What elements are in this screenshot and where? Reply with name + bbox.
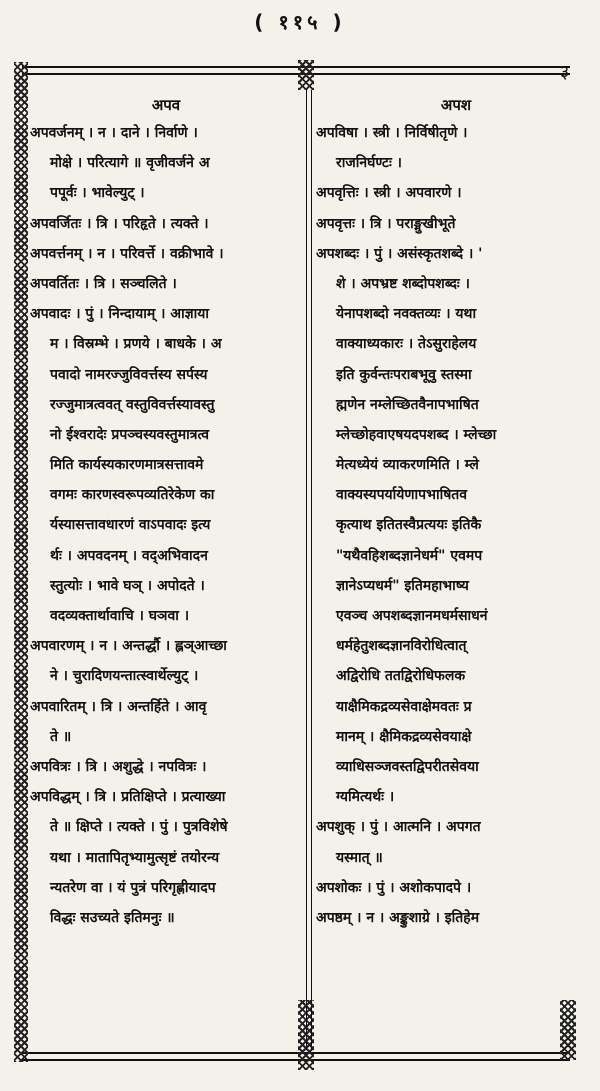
entry-headword-line: अपवर्तितः । त्रि । सञ्चलिते । (30, 275, 177, 292)
entry-continuation-line: न्यतरेण वा । यं पुत्रं परिगृह्णीयादप (50, 879, 216, 896)
entry-headword-line: अपशुक् । पुं । आत्मनि । अपगत (316, 819, 481, 836)
entry-headword-line: अपवारितम् । त्रि । अन्तर्हिते । आवृ (30, 698, 207, 715)
entry-continuation-line: र्यस्यासत्तावधारणं वाऽपवादः इत्य (50, 517, 211, 534)
entry-continuation-line: एवञ्च अपशब्दज्ञानमधर्मसाधनं (336, 608, 488, 624)
entry-headword-line: अपवित्रः । त्रि । अशुद्धे । नपवित्रः । (30, 758, 207, 775)
entry-continuation-line: म । विस्रम्भे । प्रणये । बाधके । अ (50, 336, 222, 353)
entry-headword-line: अपशोकः । पुं । अशोकपादपे । (316, 879, 472, 896)
right-ornament-bottom (560, 1000, 576, 1060)
left-ornament-border (14, 62, 28, 1062)
entry-continuation-line: मोक्षे । परित्यागे ॥ वृजीवर्जने अ (50, 155, 210, 172)
entry-continuation-line: अद्विरोधि ततद्विरोधिफलक (336, 668, 466, 685)
entry-continuation-line: ते ॥ क्षिप्ते । त्यक्ते । पुं । पुत्रविशेषे (50, 819, 228, 836)
entry-continuation-line: पपूर्वः । भावेल्युट् । (50, 185, 145, 202)
column-divider (306, 90, 312, 1050)
entry-headword-line: अपविद्धम् । त्रि । प्रतिक्षिप्ते । प्रत्याख्या (30, 789, 226, 806)
right-margin-mark: ३ (560, 62, 570, 83)
entry-headword-line: अपवर्जनम् । न । दाने । निर्वाणे । (30, 125, 198, 141)
entry-continuation-line: येनापशब्दो नवक्तव्यः । यथा (336, 306, 477, 323)
entry-continuation-line: म्लेच्छोहवाएषयदपशब्द । म्लेच्छा (336, 426, 497, 443)
entry-continuation-line: वाक्यस्यपर्यायेणापभाषितव (336, 487, 468, 504)
left-column (30, 92, 302, 933)
center-ornament-top (298, 60, 314, 90)
left-column-header: अपव (151, 96, 181, 114)
entry-continuation-line: ह्मणेन नम्लेच्छितवैनापभाषित (336, 396, 479, 413)
entry-continuation-line: स्तुत्योः । भावे घञ् । अपोदते । (50, 577, 205, 594)
entry-headword-line: अपवारणम् । न । अन्तर्द्धौ । ह्लञ्आच्छा (30, 638, 227, 655)
entry-headword-line: अपवर्त्तनम् । न । परिवर्त्ते । वक्रीभावे । (30, 245, 224, 262)
entry-continuation-line: ते ॥ (50, 728, 72, 745)
entry-continuation-line: नो ईश्वरादेः प्रपञ्चस्यवस्तुमात्रत्व (50, 426, 209, 443)
entry-continuation-line: रज्जुमात्रत्ववत् वस्तुविवर्त्तस्यावस्तु (50, 396, 215, 413)
entry-continuation-line: इति कुर्वन्तःपराबभूवु स्तस्मा (336, 366, 472, 383)
entry-continuation-line: वाक्याध्यकारः । तेऽसुराहेलय (336, 336, 477, 353)
right-column-header: अपश (440, 96, 472, 114)
entry-headword-line: अपवृत्तः । त्रि । पराङ्मुखीभूते (316, 215, 456, 232)
entry-continuation-line: कृत्याथ इतितस्वैप्रत्ययः इतिकै (336, 517, 482, 534)
entry-continuation-line: यथा । मातापितृभ्यामुत्सृष्टं तयोरन्य (50, 849, 220, 866)
entry-headword-line: अपवृत्तिः । स्त्री । अपवारणे । (316, 185, 462, 202)
entry-continuation-line: शे । अपभ्रष्ट शब्दोपशब्दः । (336, 275, 470, 292)
entry-continuation-line: राजनिर्घण्टः । (336, 155, 402, 172)
entry-continuation-line: याक्षैमिकद्रव्यसेवाक्षेमवतः प्र (336, 698, 472, 715)
top-border-rule (22, 66, 570, 75)
page-number: ( ११५ ) (254, 10, 346, 34)
entry-continuation-line: ग्यमित्यर्थः । (336, 789, 395, 806)
bottom-border-rule (22, 1052, 570, 1061)
entry-headword-line: अपवर्जितः । त्रि । परिहृते । त्यक्ते । (30, 215, 209, 232)
entry-continuation-line: वदव्यक्तार्थावाचि । घञवा । (50, 608, 190, 624)
entry-continuation-line: र्थः । अपवदनम् । वद्अभिवादन (50, 547, 208, 564)
entry-headword-line: अपवादः । पुं । निन्दायाम् । आज्ञाया (30, 306, 209, 323)
right-column (316, 92, 596, 933)
entry-continuation-line: वगमः कारणस्वरूपव्यतिरेकेण का (50, 487, 215, 504)
right-column-entries (316, 118, 596, 933)
entry-continuation-line: विद्धः सउच्यते इतिमनुः ॥ (50, 909, 175, 926)
entry-headword-line: अपविषा । स्त्री । निर्विषीतृणे । (316, 125, 468, 141)
entry-continuation-line: मानम् । क्षैमिकद्रव्यसेवयाक्षे (336, 728, 472, 745)
left-column-entries (30, 118, 302, 933)
entry-continuation-line: ज्ञानेऽप्यधर्म" इतिमहाभाष्य (336, 577, 469, 594)
entry-continuation-line: "यथैवहिशब्दज्ञानेधर्म" एवमप (336, 547, 483, 564)
entry-continuation-line: ने । चुरादिणयन्तात्स्वार्थेल्युट् । (50, 668, 199, 685)
entry-continuation-line: यस्मात् ॥ (336, 849, 383, 866)
entry-continuation-line: पवादो नामरज्जुविवर्त्तस्य सर्पस्य (50, 366, 208, 383)
entry-headword-line: अपशब्दः । पुं । असंस्कृतशब्दे । ' (316, 245, 483, 262)
entry-continuation-line: व्याधिसञ्जवस्तद्विपरीतसेवया (336, 758, 479, 775)
entry-continuation-line: मेत्यध्येयं व्याकरणमिति । म्ले (336, 457, 479, 474)
entry-headword-line: अपष्ठम् । न । अङ्कुशाग्रे । इतिहेम (316, 909, 480, 926)
entry-continuation-line: मिति कार्यस्यकारणमात्रसत्तावमे (50, 457, 204, 474)
entry-continuation-line: धर्महेतुशब्दज्ञानविरोधित्वात् (336, 638, 467, 655)
